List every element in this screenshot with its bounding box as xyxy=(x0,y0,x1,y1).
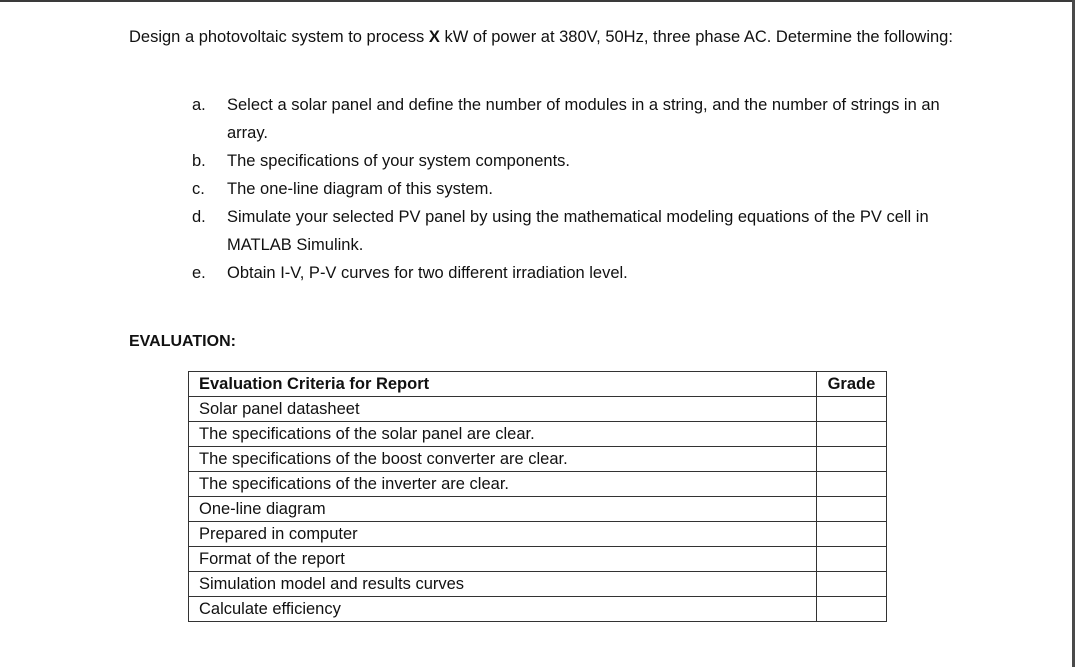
task-marker: c. xyxy=(192,180,205,198)
criterion-cell: Calculate efficiency xyxy=(189,597,817,622)
task-marker: a. xyxy=(192,96,206,114)
task-item xyxy=(192,175,972,203)
grade-cell[interactable] xyxy=(816,572,886,597)
table-header-row xyxy=(189,372,887,397)
task-marker: e. xyxy=(192,264,206,282)
grade-cell[interactable] xyxy=(816,522,886,547)
task-item xyxy=(192,147,972,175)
task-item xyxy=(192,91,972,147)
criterion-cell: The specifications of the solar panel are clear. xyxy=(189,422,817,447)
assignment-intro xyxy=(129,24,959,50)
evaluation-table xyxy=(188,371,887,622)
criterion-cell: Prepared in computer xyxy=(189,522,817,547)
grade-cell[interactable] xyxy=(816,472,886,497)
grade-cell[interactable] xyxy=(816,422,886,447)
task-text: The specifications of your system components. xyxy=(227,152,570,170)
task-text: Obtain I-V, P-V curves for two different irradiation level. xyxy=(227,264,628,282)
table-row xyxy=(189,447,887,472)
table-row xyxy=(189,422,887,447)
task-marker: b. xyxy=(192,152,206,170)
task-text: Simulate your selected PV panel by using the mathematical modeling equations of the PV cell in MATLAB Simulink. xyxy=(227,208,929,254)
criterion-cell: Format of the report xyxy=(189,547,817,572)
task-list xyxy=(192,91,972,287)
task-item xyxy=(192,259,972,287)
table-row xyxy=(189,497,887,522)
task-marker: d. xyxy=(192,208,206,226)
criteria-column-header: Evaluation Criteria for Report xyxy=(189,372,817,397)
intro-suffix: kW of power at 380V, 50Hz, three phase AC. Determine the following: xyxy=(439,28,953,46)
criterion-cell: One-line diagram xyxy=(189,497,817,522)
criterion-cell: Simulation model and results curves xyxy=(189,572,817,597)
grade-cell[interactable] xyxy=(816,497,886,522)
power-variable: X xyxy=(428,28,440,46)
criterion-cell: Solar panel datasheet xyxy=(189,397,817,422)
task-item xyxy=(192,203,972,259)
grade-cell[interactable] xyxy=(816,597,886,622)
criterion-cell: The specifications of the boost converter are clear. xyxy=(189,447,817,472)
task-text: The one-line diagram of this system. xyxy=(227,180,493,198)
page-top-border xyxy=(0,0,1075,2)
table-row xyxy=(189,572,887,597)
table-row xyxy=(189,597,887,622)
table-row xyxy=(189,547,887,572)
task-text: Select a solar panel and define the number of modules in a string, and the number of strings in an array. xyxy=(227,96,940,142)
criterion-cell: The specifications of the inverter are clear. xyxy=(189,472,817,497)
table-row xyxy=(189,397,887,422)
grade-cell[interactable] xyxy=(816,447,886,472)
grade-cell[interactable] xyxy=(816,547,886,572)
evaluation-heading: EVALUATION: xyxy=(129,333,236,350)
table-row xyxy=(189,472,887,497)
grade-cell[interactable] xyxy=(816,397,886,422)
intro-prefix: Design a photovoltaic system to process xyxy=(129,28,429,46)
table-row xyxy=(189,522,887,547)
grade-column-header: Grade xyxy=(816,372,886,397)
